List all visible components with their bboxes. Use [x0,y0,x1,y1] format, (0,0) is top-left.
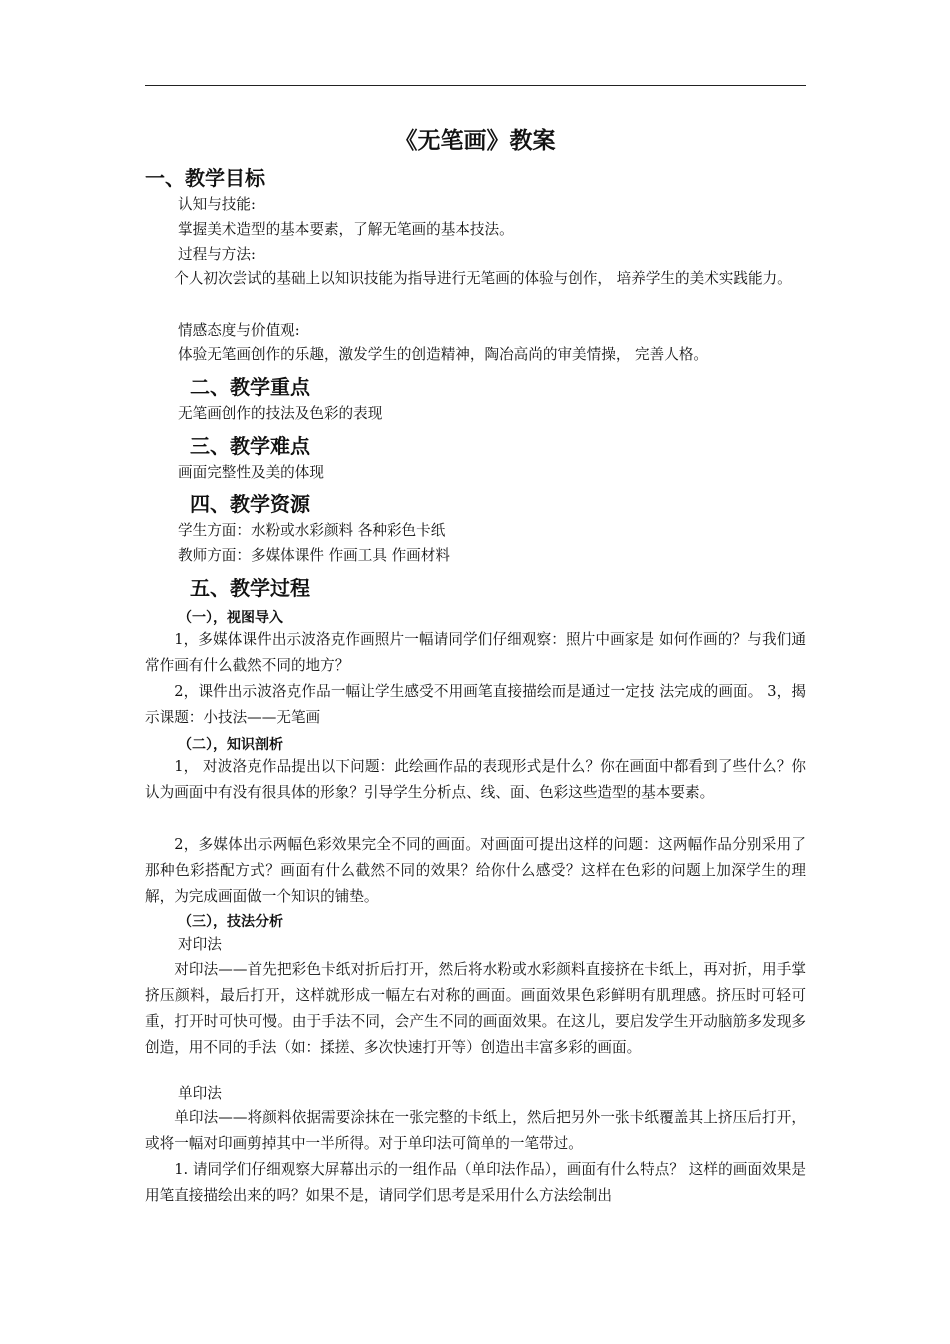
knowledge-paragraph-2: 2，多媒体出示两幅色彩效果完全不同的画面。对画面可提出这样的问题：这两幅作品分别采用了那种色彩搭配方式？画面有什么截然不同的效果？给你什么感受？这样在色彩的问题上加深学生的理解，为完成画面做一个知识的铺垫。 [145,836,806,905]
emotion-label: 情感态度与价值观: [178,322,300,339]
intro-paragraph-1: 1，多媒体课件出示波洛克作画照片一幅请同学们仔细观察：照片中画家是 如何作画的？与我们通常作画有什么截然不同的地方？ [145,631,806,674]
section-heading-resources: 四、教学资源 [190,492,310,516]
header-rule [145,85,806,86]
technique-single-paragraph: 单印法——将颜料依据需要涂抹在一张完整的卡纸上，然后把另外一张卡纸覆盖其上挤压后打开，或将一幅对印画剪掉其中一半所得。对于单印法可简单的一笔带过。 [145,1109,806,1152]
cognition-text: 掌握美术造型的基本要素，了解无笔画的基本技法。 [178,221,514,238]
cognition-label: 认知与技能: [178,196,256,213]
section-heading-difficulties: 三、教学难点 [190,434,310,458]
document-title: 《无笔画》教案 [394,128,556,154]
subsection-heading-technique: （三），技法分析 [178,914,283,930]
key-points-text: 无笔画创作的技法及色彩的表现 [178,405,383,422]
resources-student: 学生方面：水粉或水彩颜料 各种彩色卡纸 [178,522,446,539]
technique-label-single: 单印法 [178,1085,222,1102]
intro-paragraph-2: 2，课件出示波洛克作品一幅让学生感受不用画笔直接描绘而是通过一定技 法完成的画面。 3，揭示课题：小技法——无笔画 [145,683,806,726]
emotion-text: 体验无笔画创作的乐趣，激发学生的创造精神，陶冶高尚的审美情操， 完善人格。 [178,346,709,363]
section-heading-process: 五、教学过程 [190,576,310,600]
subsection-heading-knowledge: （二），知识剖析 [178,737,283,753]
technique-mirror-paragraph: 对印法——首先把彩色卡纸对折后打开，然后将水粉或水彩颜料直接挤在卡纸上，再对折，用手掌挤压颜料，最后打开，这样就形成一幅左右对称的画面。画面效果色彩鲜明有肌理感。挤压时可轻可重，打开时可快可慢。由于手法不同，会产生不同的画面效果。在这儿，要启发学生开动脑筋多发现多创造，用不同的手法（如：揉搓、多次快速打开等）创造出丰富多彩的画面。 [145,961,806,1056]
section-heading-goals: 一、教学目标 [145,166,265,190]
difficulties-text: 画面完整性及美的体现 [178,464,324,481]
subsection-heading-intro: （一），视图导入 [178,610,283,626]
resources-teacher: 教师方面：多媒体课件 作画工具 作画材料 [178,547,450,564]
section-heading-key-points: 二、教学重点 [190,375,310,399]
technique-label-mirror: 对印法 [178,936,222,953]
knowledge-paragraph-1: 1， 对波洛克作品提出以下问题：此绘画作品的表现形式是什么？你在画面中都看到了些什么？你认为画面中有没有很具体的形象？引导学生分析点、线、面、色彩这些造型的基本要素。 [145,758,806,801]
technique-question-paragraph: 1. 请同学们仔细观察大屏幕出示的一组作品（单印法作品），画面有什么特点？ 这样的画面效果是用笔直接描绘出来的吗？如果不是，请同学们思考是采用什么方法绘制出 [145,1161,806,1204]
process-text: 个人初次尝试的基础上以知识技能为指导进行无笔画的体验与创作， 培养学生的美术实践能力。 [174,270,792,287]
process-label: 过程与方法: [178,246,256,263]
